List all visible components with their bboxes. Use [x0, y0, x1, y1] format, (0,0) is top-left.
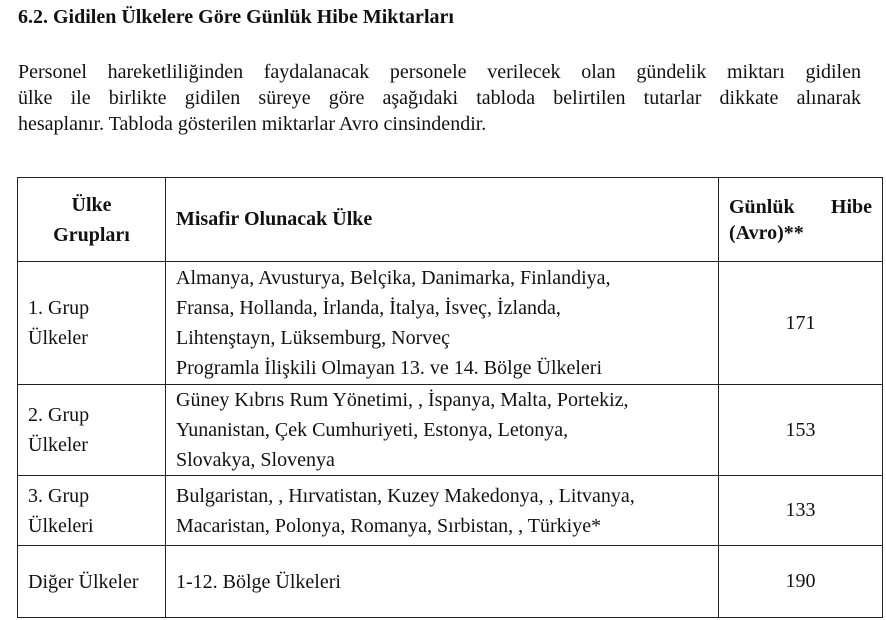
country-line: Almanya, Avusturya, Belçika, Danimarka, Finlandiya,: [176, 267, 611, 289]
table-row: [18, 476, 883, 546]
table-row: [18, 262, 883, 385]
group-cell: [18, 476, 166, 546]
group-label-line: Diğer Ülkeler: [28, 570, 139, 593]
table-header-row: [18, 178, 883, 262]
header-host-country: Misafir Olunacak Ülke: [166, 178, 719, 262]
amount-cell: 133: [719, 476, 883, 546]
header-group-line: Ülke: [71, 193, 112, 216]
header-group-line: Grupları: [53, 223, 130, 246]
group-label-line: 3. Grup: [28, 484, 90, 507]
countries-cell: [166, 385, 719, 476]
group-label-line: Ülkeler: [28, 434, 88, 456]
country-line: Programla İlişkili Olmayan 13. ve 14. Bölge Ülkeleri: [176, 357, 603, 379]
amount-cell: 153: [719, 385, 883, 476]
country-line: Macaristan, Polonya, Romanya, Sırbistan, , Türkiye*: [176, 514, 602, 537]
group-cell: [18, 262, 166, 385]
intro-paragraph: [18, 59, 861, 137]
group-label-line: 2. Grup: [28, 404, 90, 426]
paragraph-line: Personel hareketliliğinden faydalanacak personele verilecek olan gündelik miktarı gidilen: [18, 61, 861, 83]
paragraph-line: ülke ile birlikte gidilen süreye göre aşağıdaki tabloda belirtilen tutarlar dikkate alınarak: [18, 87, 861, 109]
country-line: Güney Kıbrıs Rum Yönetimi, , İspanya, Malta, Portekiz,: [176, 389, 629, 411]
country-line: 1-12. Bölge Ülkeleri: [176, 570, 341, 593]
header-amount-line: Günlük Hibe: [729, 195, 872, 218]
header-amount-line: (Avro)**: [729, 221, 804, 244]
country-line: Lihtenştayn, Lüksemburg, Norveç: [176, 327, 451, 349]
group-label-line: Ülkeleri: [28, 514, 94, 537]
countries-cell: [166, 476, 719, 546]
header-daily-grant: [719, 178, 883, 262]
country-line: Yunanistan, Çek Cumhuriyeti, Estonya, Letonya,: [176, 419, 569, 441]
paragraph-line: hesaplanır. Tabloda gösterilen miktarlar Avro cinsindendir.: [18, 113, 487, 135]
group-label-line: Ülkeler: [28, 327, 88, 349]
amount-cell: 171: [719, 262, 883, 385]
country-line: Fransa, Hollanda, İrlanda, İtalya, İsveç, İzlanda,: [176, 297, 561, 319]
group-label-line: 1. Grup: [28, 297, 90, 319]
table-row: [18, 385, 883, 476]
country-line: Slovakya, Slovenya: [176, 449, 335, 471]
group-cell: [18, 546, 166, 618]
amount-cell: 190: [719, 546, 883, 618]
header-country-groups: [18, 178, 166, 262]
group-cell: [18, 385, 166, 476]
table-row: [18, 546, 883, 618]
daily-grant-table: [17, 177, 883, 618]
section-title: 6.2. Gidilen Ülkelere Göre Günlük Hibe Miktarları: [18, 6, 454, 28]
countries-cell: [166, 546, 719, 618]
country-line: Bulgaristan, , Hırvatistan, Kuzey Makedonya, , Litvanya,: [176, 484, 635, 507]
countries-cell: [166, 262, 719, 385]
